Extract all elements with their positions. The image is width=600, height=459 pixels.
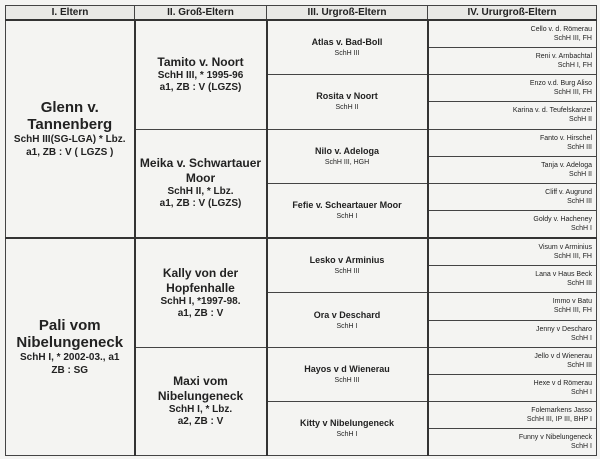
great-grandparent-title: SchH III <box>334 50 360 58</box>
grandparent-name: Meika v. Schwartauer Moor <box>139 156 262 186</box>
grandparent-title: SchH III, * 1995-96 <box>157 70 244 82</box>
grandparent-cell <box>135 238 267 347</box>
ggg-cell <box>428 266 597 293</box>
parent-name: Pali vom Nibelungeneck <box>16 317 124 352</box>
parent-title: SchH III(SG-LGA) * Lbz. <box>13 134 126 146</box>
great-grandparent-name: Nilo v. Adeloga <box>314 145 379 156</box>
grandparent-rating: a2, ZB : V <box>177 416 224 428</box>
ggg-cell <box>428 75 597 102</box>
ggg-cell <box>428 238 597 266</box>
ggg-title: SchH III, FH <box>553 89 592 97</box>
great-grandparent-name: Rosita v Noort <box>316 91 378 102</box>
ggg-name: Lana v Haus Beck <box>535 271 592 279</box>
parent-rating: a1, ZB : V ( LGZS ) <box>26 147 114 159</box>
ggg-name: Visum v Arminius <box>538 244 592 252</box>
grandparent-name: Kally von der Hopfenhalle <box>162 265 239 295</box>
grandparent-name: Tamito v. Noort <box>157 55 244 70</box>
grandparent-title: SchH II, * Lbz. <box>167 186 234 198</box>
great-grandparent-cell <box>267 129 428 183</box>
ggg-cell <box>428 156 597 183</box>
ggg-name: Folemarkens Jasso <box>531 406 592 414</box>
grandparent-rating: a1, ZB : V <box>177 307 224 319</box>
great-grandparent-name: Kitty v Nibelungeneck <box>299 417 395 428</box>
parent-dam <box>6 238 135 455</box>
ggg-name: Cello v. d. Römerau <box>530 26 592 34</box>
ggg-cell <box>428 401 597 428</box>
grandparent-title: SchH I, * Lbz. <box>168 404 233 416</box>
ggg-name: Enzo v.d. Burg Aliso <box>529 80 592 88</box>
ggg-name: Goldy v. Hacheney <box>533 215 592 223</box>
ggg-title: SchH III <box>567 280 592 288</box>
ggg-title: SchH I <box>570 224 592 232</box>
great-grandparent-name: Fefie v. Scheartauer Moor <box>292 199 402 210</box>
great-grandparent-cell <box>267 401 428 455</box>
great-grandparent-cell <box>267 293 428 347</box>
great-grandparent-cell <box>267 183 428 238</box>
header-grandparents: II. Groß-Eltern <box>135 6 267 21</box>
header-row <box>6 6 597 21</box>
great-grandparent-cell <box>267 75 428 129</box>
parent-sire <box>6 20 135 238</box>
ggg-cell <box>428 320 597 347</box>
ggg-name: Cliff v. Augrund <box>545 188 592 196</box>
ggg-cell <box>428 183 597 210</box>
ggg-name: Immo v Batu <box>552 298 592 306</box>
ggg-name: Karina v. d. Teufelskanzel <box>512 107 592 115</box>
ggg-cell <box>428 210 597 238</box>
header-parents: I. Eltern <box>6 6 135 21</box>
ggg-title: SchH II <box>569 116 592 124</box>
parent-rating: ZB : SG <box>51 365 89 377</box>
ggg-title: SchH I <box>570 334 592 342</box>
ggg-name: Jello v d Wienerau <box>534 352 592 360</box>
grandparent-cell <box>135 20 267 129</box>
header-great-grandparents: III. Urgroß-Eltern <box>267 6 428 21</box>
ggg-cell <box>428 347 597 374</box>
ggg-cell <box>428 48 597 75</box>
ggg-cell <box>428 428 597 455</box>
pedigree-table <box>5 5 597 456</box>
ggg-title: SchH III, FH <box>553 35 592 43</box>
great-grandparent-name: Atlas v. Bad-Boll <box>311 37 383 48</box>
ggg-name: Reni v. Arnbachtal <box>535 53 592 61</box>
ggg-name: Fanto v. Hirschel <box>540 134 592 142</box>
ggg-name: Tanja v. Adeloga <box>541 161 592 169</box>
ggg-title: SchH I <box>570 442 592 450</box>
ggg-cell <box>428 20 597 48</box>
ggg-title: SchH II <box>569 170 592 178</box>
great-grandparent-cell <box>267 238 428 293</box>
great-grandparent-title: SchH I <box>336 430 358 438</box>
ggg-title: SchH III <box>567 197 592 205</box>
ggg-name: Hexe v d Römerau <box>533 379 592 387</box>
grandparent-rating: a1, ZB : V (LGZS) <box>159 82 242 94</box>
grandparent-name: Maxi vom Nibelungeneck <box>157 374 244 404</box>
ggg-title: SchH I <box>570 388 592 396</box>
ggg-title: SchH III <box>567 143 592 151</box>
great-grandparent-cell <box>267 347 428 401</box>
great-grandparent-title: SchH I <box>336 322 358 330</box>
ggg-title: SchH I, FH <box>557 62 592 70</box>
great-grandparent-cell <box>267 20 428 75</box>
ggg-title: SchH III, FH <box>553 253 592 261</box>
great-grandparent-name: Lesko v Arminius <box>309 255 385 266</box>
great-grandparent-title: SchH III, HGH <box>324 158 370 166</box>
grandparent-cell <box>135 129 267 238</box>
ggg-title: SchH III, IP III, BHP I <box>526 415 592 423</box>
ggg-title: SchH III, FH <box>553 307 592 315</box>
ggg-name: Jenny v Descharo <box>535 325 592 333</box>
grandparent-rating: a1, ZB : V (LGZS) <box>159 198 242 210</box>
great-grandparent-title: SchH III <box>334 268 360 276</box>
great-grandparent-name: Hayos v d Wienerau <box>304 363 390 374</box>
ggg-cell <box>428 102 597 129</box>
great-grandparent-name: Ora v Deschard <box>313 309 381 320</box>
grandparent-title: SchH I, *1997-98. <box>160 295 241 307</box>
great-grandparent-title: SchH II <box>335 104 359 112</box>
ggg-name: Funny v Nibelungeneck <box>518 433 592 441</box>
ggg-title: SchH III <box>567 361 592 369</box>
ggg-cell <box>428 293 597 320</box>
ggg-cell <box>428 374 597 401</box>
grandparent-cell <box>135 347 267 455</box>
great-grandparent-title: SchH I <box>336 212 358 220</box>
header-great-great-grandparents: IV. Ururgroß-Eltern <box>428 6 597 21</box>
ggg-cell <box>428 129 597 156</box>
great-grandparent-title: SchH III <box>334 376 360 384</box>
parent-title: SchH I, * 2002-03., a1 <box>19 352 120 364</box>
parent-name: Glenn v. Tannenberg <box>27 99 113 134</box>
